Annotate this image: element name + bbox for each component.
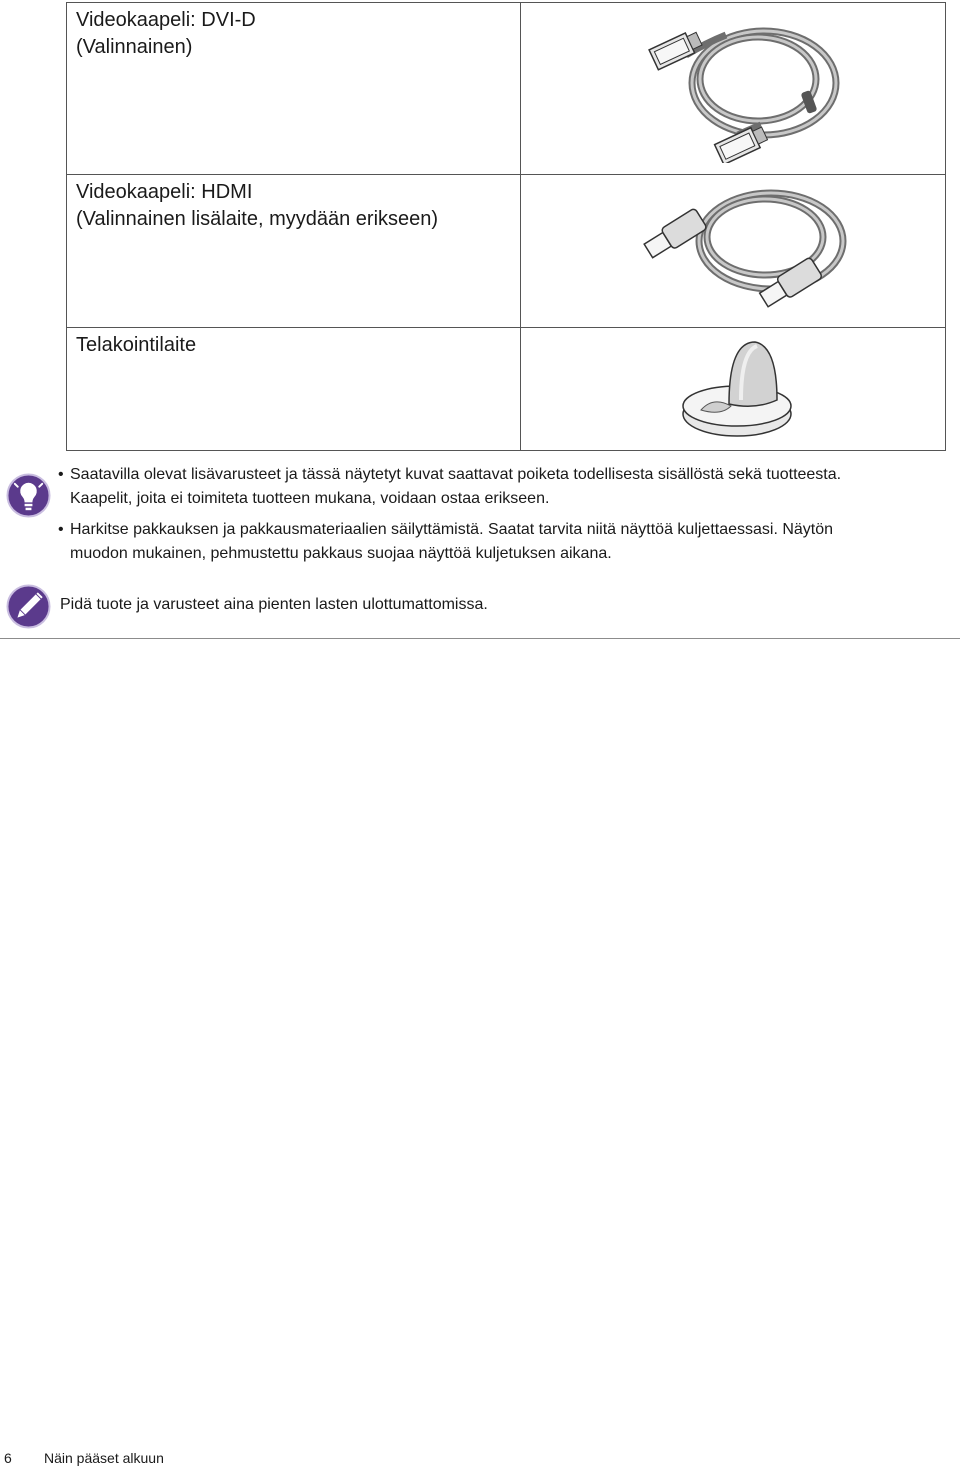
- item-label-line: (Valinnainen): [76, 36, 193, 58]
- tip-bullet: [58, 463, 948, 510]
- bullet-dot: •: [58, 521, 64, 538]
- tip-bullet-line: muodon mukainen, pehmustettu pakkaus suojaa näyttöä kuljetuksen aikana.: [70, 544, 612, 562]
- hdmi-cable-icon: [641, 183, 851, 318]
- footer-section-title: Näin pääset alkuun: [44, 1450, 164, 1466]
- item-row-hdmi: [67, 175, 946, 328]
- item-label-line: Videokaapeli: HDMI: [76, 181, 253, 203]
- hdmi-cable-image: [521, 175, 946, 328]
- tip-bullet-line: Kaapelit, joita ei toimiteta tuotteen mukana, voidaan ostaa erikseen.: [70, 489, 550, 507]
- dvi-cable-icon: [646, 13, 846, 163]
- tip-bullet-line: Harkitse pakkauksen ja pakkausmateriaalien säilyttämistä. Saatat tarvita niitä näyttöä kuljettaessasi. Näytön: [70, 521, 834, 538]
- bullet-dot: •: [58, 466, 64, 483]
- items-table: [66, 2, 946, 451]
- item-row-dvi: [67, 3, 946, 175]
- pencil-note-text: Pidä tuote ja varusteet aina pienten lasten ulottumattomissa.: [60, 596, 488, 613]
- docking-device-icon: [681, 334, 801, 446]
- tip-bullet-line: Saatavilla olevat lisävarusteet ja tässä näytetyt kuvat saattavat poiketa todellisesta sisällöstä sekä tuotteesta.: [70, 466, 842, 483]
- tip-note-text: [58, 463, 948, 568]
- docking-device-image: [521, 328, 946, 451]
- item-label-dock: [67, 328, 521, 451]
- item-label-hdmi: [67, 175, 521, 328]
- page-footer: [4, 1450, 164, 1466]
- tip-bullet: [58, 518, 948, 565]
- page-number: 6: [4, 1450, 12, 1466]
- item-label-line: (Valinnainen lisälaite, myydään erikseen): [76, 208, 439, 230]
- dvi-cable-image: [521, 3, 946, 175]
- item-label-dvi: [67, 3, 521, 175]
- item-label-line: Videokaapeli: DVI-D: [76, 9, 256, 31]
- item-label-line: Telakointilaite: [76, 334, 197, 356]
- pencil-icon: [6, 584, 51, 629]
- section-divider: [0, 638, 960, 639]
- lightbulb-icon: [6, 473, 51, 518]
- item-row-dock: [67, 328, 946, 451]
